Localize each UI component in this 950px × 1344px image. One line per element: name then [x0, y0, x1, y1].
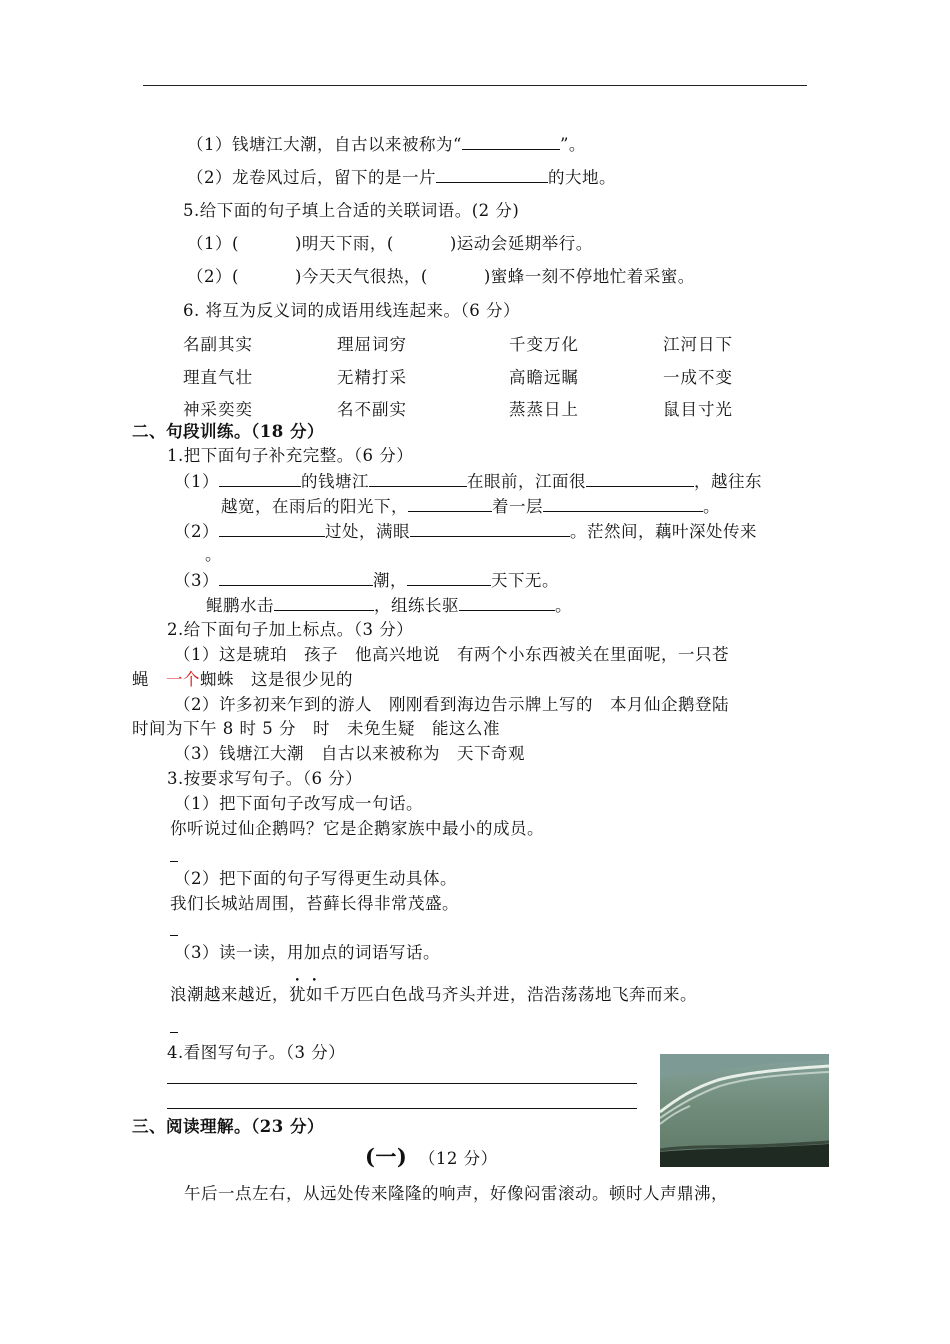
fill-blank[interactable]: [369, 470, 467, 487]
q5-item-2: （2）( )今天天气很热，( )蜜蜂一刻不停地忙着采蜜。: [187, 267, 695, 286]
section-2-heading: 二、句段训练。（18 分）: [132, 422, 324, 441]
s2-q3-item-3-text: 浪潮越来越近，犹如千万匹白色战马齐头并进，浩浩荡荡地飞奔而来。: [170, 985, 697, 1004]
q6-heading: 6. 将互为反义词的成语用线连起来。（6 分）: [183, 301, 520, 320]
tidal-bore-photo: [660, 1054, 829, 1167]
s2-q1-item-3: （3） 潮， 天下无。: [174, 571, 559, 590]
fill-blank[interactable]: [543, 495, 703, 512]
s2-q3-item-1: （1）把下面句子改写成一句话。: [174, 794, 423, 813]
section-3-heading: 三、阅读理解。（23 分）: [132, 1117, 324, 1136]
reading-paragraph: 午后一点左右，从远处传来隆隆的响声，好像闷雷滚动。顿时人声鼎沸，: [184, 1184, 728, 1203]
s2-q1-heading: 1.把下面句子补充完整。（6 分）: [167, 446, 414, 465]
header-rule: [143, 85, 807, 86]
idiom-r1-c4[interactable]: 江河日下: [663, 335, 733, 354]
fill-blank[interactable]: [436, 166, 548, 183]
q5-heading: 5.给下面的句子填上合适的关联词语。(2 分): [183, 201, 520, 220]
s2-q1-item-2: （2） 过处，满眼 。茫然间，藕叶深处传来: [174, 522, 757, 541]
idiom-r1-c1[interactable]: 名副其实: [183, 335, 253, 354]
fill-blank[interactable]: [410, 520, 570, 537]
fill-blank[interactable]: [407, 569, 491, 586]
s2-q3-item-3: （3）读一读，用加点的词语写话。: [174, 943, 440, 962]
s2-q2-item-1: （1）这是琥珀 孩子 他高兴地说 有两个小东西被关在里面呢，一只苍: [174, 645, 729, 664]
s2-q2-item-2: （2）许多初来乍到的游人 刚刚看到海边告示牌上写的 本月仙企鹅登陆: [174, 695, 729, 714]
idiom-r3-c1[interactable]: 神采奕奕: [183, 400, 253, 419]
fill-blank[interactable]: [586, 470, 694, 487]
s2-q2-item-3: （3）钱塘江大潮 自古以来被称为 天下奇观: [174, 744, 525, 763]
idiom-r2-c1[interactable]: 理直气壮: [183, 368, 253, 387]
s2-q2-item-1-cont: 蝇 一个蜘蛛 这是很少见的: [132, 670, 353, 689]
s2-q1-item-1: （1） 的钱塘江 在眼前，江面很 ，越往东: [174, 472, 762, 491]
q5-item-1: （1）( )明天下雨，( )运动会延期举行。: [187, 234, 593, 253]
idiom-r1-c2[interactable]: 理屈词穷: [337, 335, 407, 354]
writing-line[interactable]: [167, 1083, 637, 1084]
idiom-r2-c2[interactable]: 无精打采: [337, 368, 407, 387]
s2-q1-item-2-cont: 。: [205, 545, 222, 564]
idiom-r1-c3[interactable]: 千变万化: [509, 335, 579, 354]
q4-item-1: （1）钱塘江大潮，自古以来被称为“ ”。: [187, 135, 586, 154]
fill-blank[interactable]: [408, 495, 492, 512]
s2-q2-heading: 2.给下面句子加上标点。（3 分）: [167, 620, 414, 639]
idiom-r3-c4[interactable]: 鼠目寸光: [663, 400, 733, 419]
s2-q3-item-2: （2）把下面的句子写得更生动具体。: [174, 869, 457, 888]
idiom-r3-c2[interactable]: 名不副实: [337, 400, 407, 419]
fill-blank[interactable]: [459, 594, 555, 611]
idiom-r2-c4[interactable]: 一成不变: [663, 368, 733, 387]
fill-blank[interactable]: [219, 470, 301, 487]
idiom-r3-c3[interactable]: 蒸蒸日上: [509, 400, 579, 419]
fill-blank[interactable]: [219, 569, 373, 586]
s2-q1-item-1-cont: 越宽，在雨后的阳光下， 着一层 。: [221, 497, 720, 516]
s2-q1-item-3-cont: 鲲鹏水击 ，组练长驱 。: [206, 596, 572, 615]
answer-line[interactable]: [170, 1032, 178, 1033]
s2-q2-item-2-cont: 时间为下午 8 时 5 分 时 未免生疑 能这么准: [132, 719, 500, 738]
idiom-r2-c3[interactable]: 高瞻远瞩: [509, 368, 579, 387]
fill-blank[interactable]: [274, 594, 374, 611]
s2-q4-heading: 4.看图写句子。（3 分）: [167, 1043, 346, 1062]
s2-q3-heading: 3.按要求写句子。（6 分）: [167, 769, 363, 788]
q4-item-2: （2）龙卷风过后，留下的是一片 的大地。: [187, 168, 616, 187]
s2-q3-item-2-text: 我们长城站周围，苔藓长得非常茂盛。: [170, 894, 459, 913]
fill-blank[interactable]: [462, 133, 560, 150]
answer-line[interactable]: [170, 861, 178, 862]
answer-line[interactable]: [170, 935, 178, 936]
reading-part-title: (一) （12 分）: [365, 1144, 498, 1169]
writing-line[interactable]: [167, 1108, 637, 1109]
emphasis-dot-char: 如: [306, 985, 323, 1004]
fill-blank[interactable]: [219, 520, 325, 537]
s2-q3-item-1-text: 你听说过仙企鹅吗？它是企鹅家族中最小的成员。: [170, 819, 544, 838]
emphasis-dot-char: 犹: [289, 985, 306, 1004]
